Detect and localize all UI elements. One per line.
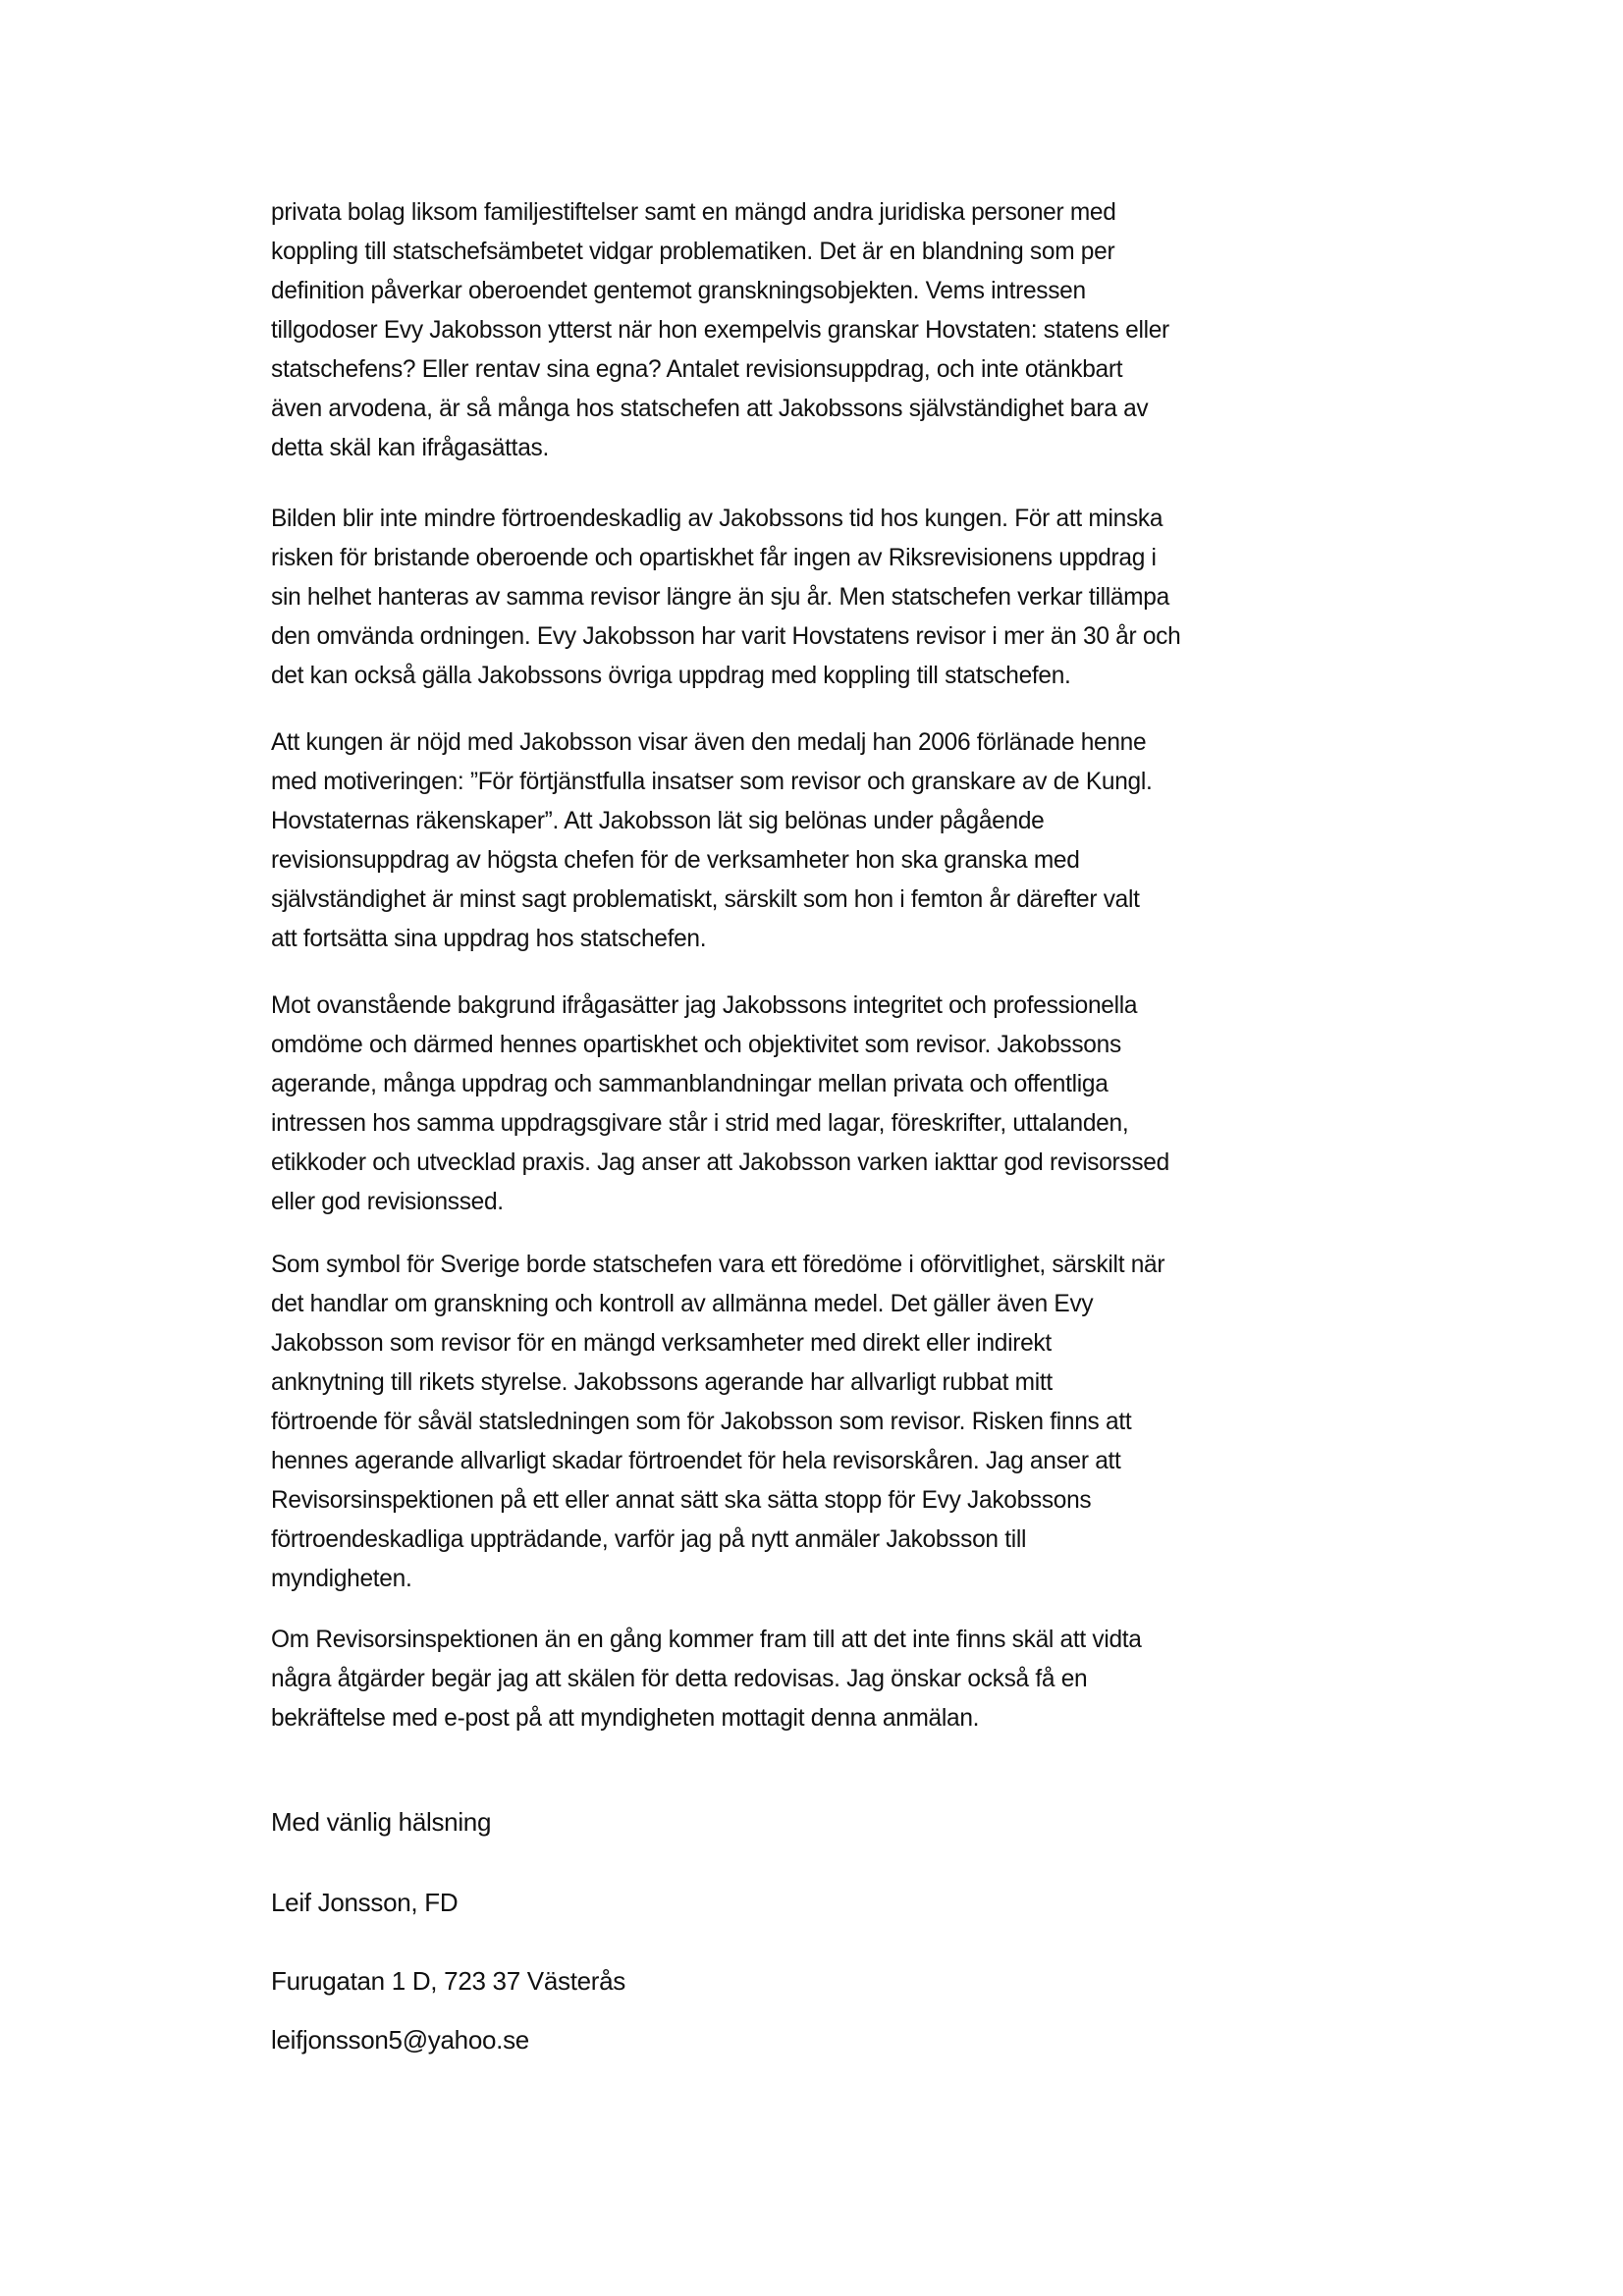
text-line: statschefens? Eller rentav sina egna? Antalet revisionsuppdrag, och inte otänkbart — [271, 355, 1123, 383]
text-line: hennes agerande allvarligt skadar förtroendet för hela revisorskåren. Jag anser att — [271, 1447, 1121, 1474]
text-line: Mot ovanstående bakgrund ifrågasätter jag Jakobssons integritet och professionella — [271, 991, 1138, 1019]
text-line: detta skäl kan ifrågasättas. — [271, 434, 549, 461]
text-line: några åtgärder begär jag att skälen för detta redovisas. Jag önskar också få en — [271, 1665, 1088, 1692]
text-line: eller god revisionssed. — [271, 1188, 504, 1215]
paragraph-1 — [271, 192, 1449, 467]
text-line: även arvodena, är så många hos statschefen att Jakobssons självständighet bara av — [271, 395, 1149, 422]
paragraph-5 — [271, 1245, 1449, 1598]
paragraph-4 — [271, 986, 1449, 1221]
sender-name: Leif Jonsson, FD — [271, 1888, 459, 1917]
text-line: förtroende för såväl statsledningen som för Jakobsson som revisor. Risken finns att — [271, 1408, 1132, 1435]
text-line: agerande, många uppdrag och sammanblandningar mellan privata och offentliga — [271, 1070, 1109, 1097]
text-line: bekräftelse med e-post på att myndigheten mottagit denna anmälan. — [271, 1704, 980, 1732]
text-line: den omvända ordningen. Evy Jakobsson har varit Hovstatens revisor i mer än 30 år och — [271, 622, 1181, 650]
paragraph-6 — [271, 1620, 1449, 1737]
text-line: med motiveringen: ”För förtjänstfulla insatser som revisor och granskare av de Kungl. — [271, 768, 1153, 795]
text-line: Bilden blir inte mindre förtroendeskadlig av Jakobssons tid hos kungen. För att minska — [271, 505, 1163, 532]
sender-email: leifjonsson5@yahoo.se — [271, 2025, 529, 2055]
text-line: omdöme och därmed hennes opartiskhet och objektivitet som revisor. Jakobssons — [271, 1031, 1121, 1058]
text-line: tillgodoser Evy Jakobsson ytterst när hon exempelvis granskar Hovstaten: statens eller — [271, 316, 1169, 344]
text-line: revisionsuppdrag av högsta chefen för de verksamheter hon ska granska med — [271, 846, 1080, 874]
text-line: sin helhet hanteras av samma revisor längre än sju år. Men statschefen verkar tillämpa — [271, 583, 1169, 611]
text-line: risken för bristande oberoende och opartiskhet får ingen av Riksrevisionens uppdrag i — [271, 544, 1157, 571]
text-line: intressen hos samma uppdragsgivare står i strid med lagar, föreskrifter, uttalanden, — [271, 1109, 1129, 1137]
text-line: koppling till statschefsämbetet vidgar problematiken. Det är en blandning som per — [271, 238, 1115, 265]
text-line: myndigheten. — [271, 1565, 412, 1592]
text-line: Om Revisorsinspektionen än en gång kommer fram till att det inte finns skäl att vidta — [271, 1626, 1142, 1653]
text-line: självständighet är minst sagt problematiskt, särskilt som hon i femton år därefter valt — [271, 885, 1140, 913]
text-line: anknytning till rikets styrelse. Jakobssons agerande har allvarligt rubbat mitt — [271, 1368, 1053, 1396]
text-line: förtroendeskadliga uppträdande, varför jag på nytt anmäler Jakobsson till — [271, 1525, 1027, 1553]
text-line: Hovstaternas räkenskaper”. Att Jakobsson lät sig belönas under pågående — [271, 807, 1045, 834]
text-line: privata bolag liksom familjestiftelser samt en mängd andra juridiska personer med — [271, 198, 1116, 226]
text-line: det kan också gälla Jakobssons övriga uppdrag med koppling till statschefen. — [271, 662, 1071, 689]
paragraph-3 — [271, 722, 1449, 958]
text-line: definition påverkar oberoendet gentemot granskningsobjekten. Vems intressen — [271, 277, 1086, 304]
closing-text: Med vänlig hälsning — [271, 1807, 492, 1837]
text-line: det handlar om granskning och kontroll av allmänna medel. Det gäller även Evy — [271, 1290, 1094, 1317]
text-line: etikkoder och utvecklad praxis. Jag anser att Jakobsson varken iakttar god revisorssed — [271, 1148, 1169, 1176]
text-line: Att kungen är nöjd med Jakobsson visar även den medalj han 2006 förlänade henne — [271, 728, 1147, 756]
text-line: Revisorsinspektionen på ett eller annat sätt ska sätta stopp för Evy Jakobssons — [271, 1486, 1092, 1514]
paragraph-2 — [271, 499, 1449, 695]
text-line: Jakobsson som revisor för en mängd verksamheter med direkt eller indirekt — [271, 1329, 1052, 1357]
text-line: att fortsätta sina uppdrag hos statschefen. — [271, 925, 707, 952]
text-line: Som symbol för Sverige borde statschefen vara ett föredöme i oförvitlighet, särskilt när — [271, 1251, 1165, 1278]
sender-address: Furugatan 1 D, 723 37 Västerås — [271, 1966, 626, 1996]
